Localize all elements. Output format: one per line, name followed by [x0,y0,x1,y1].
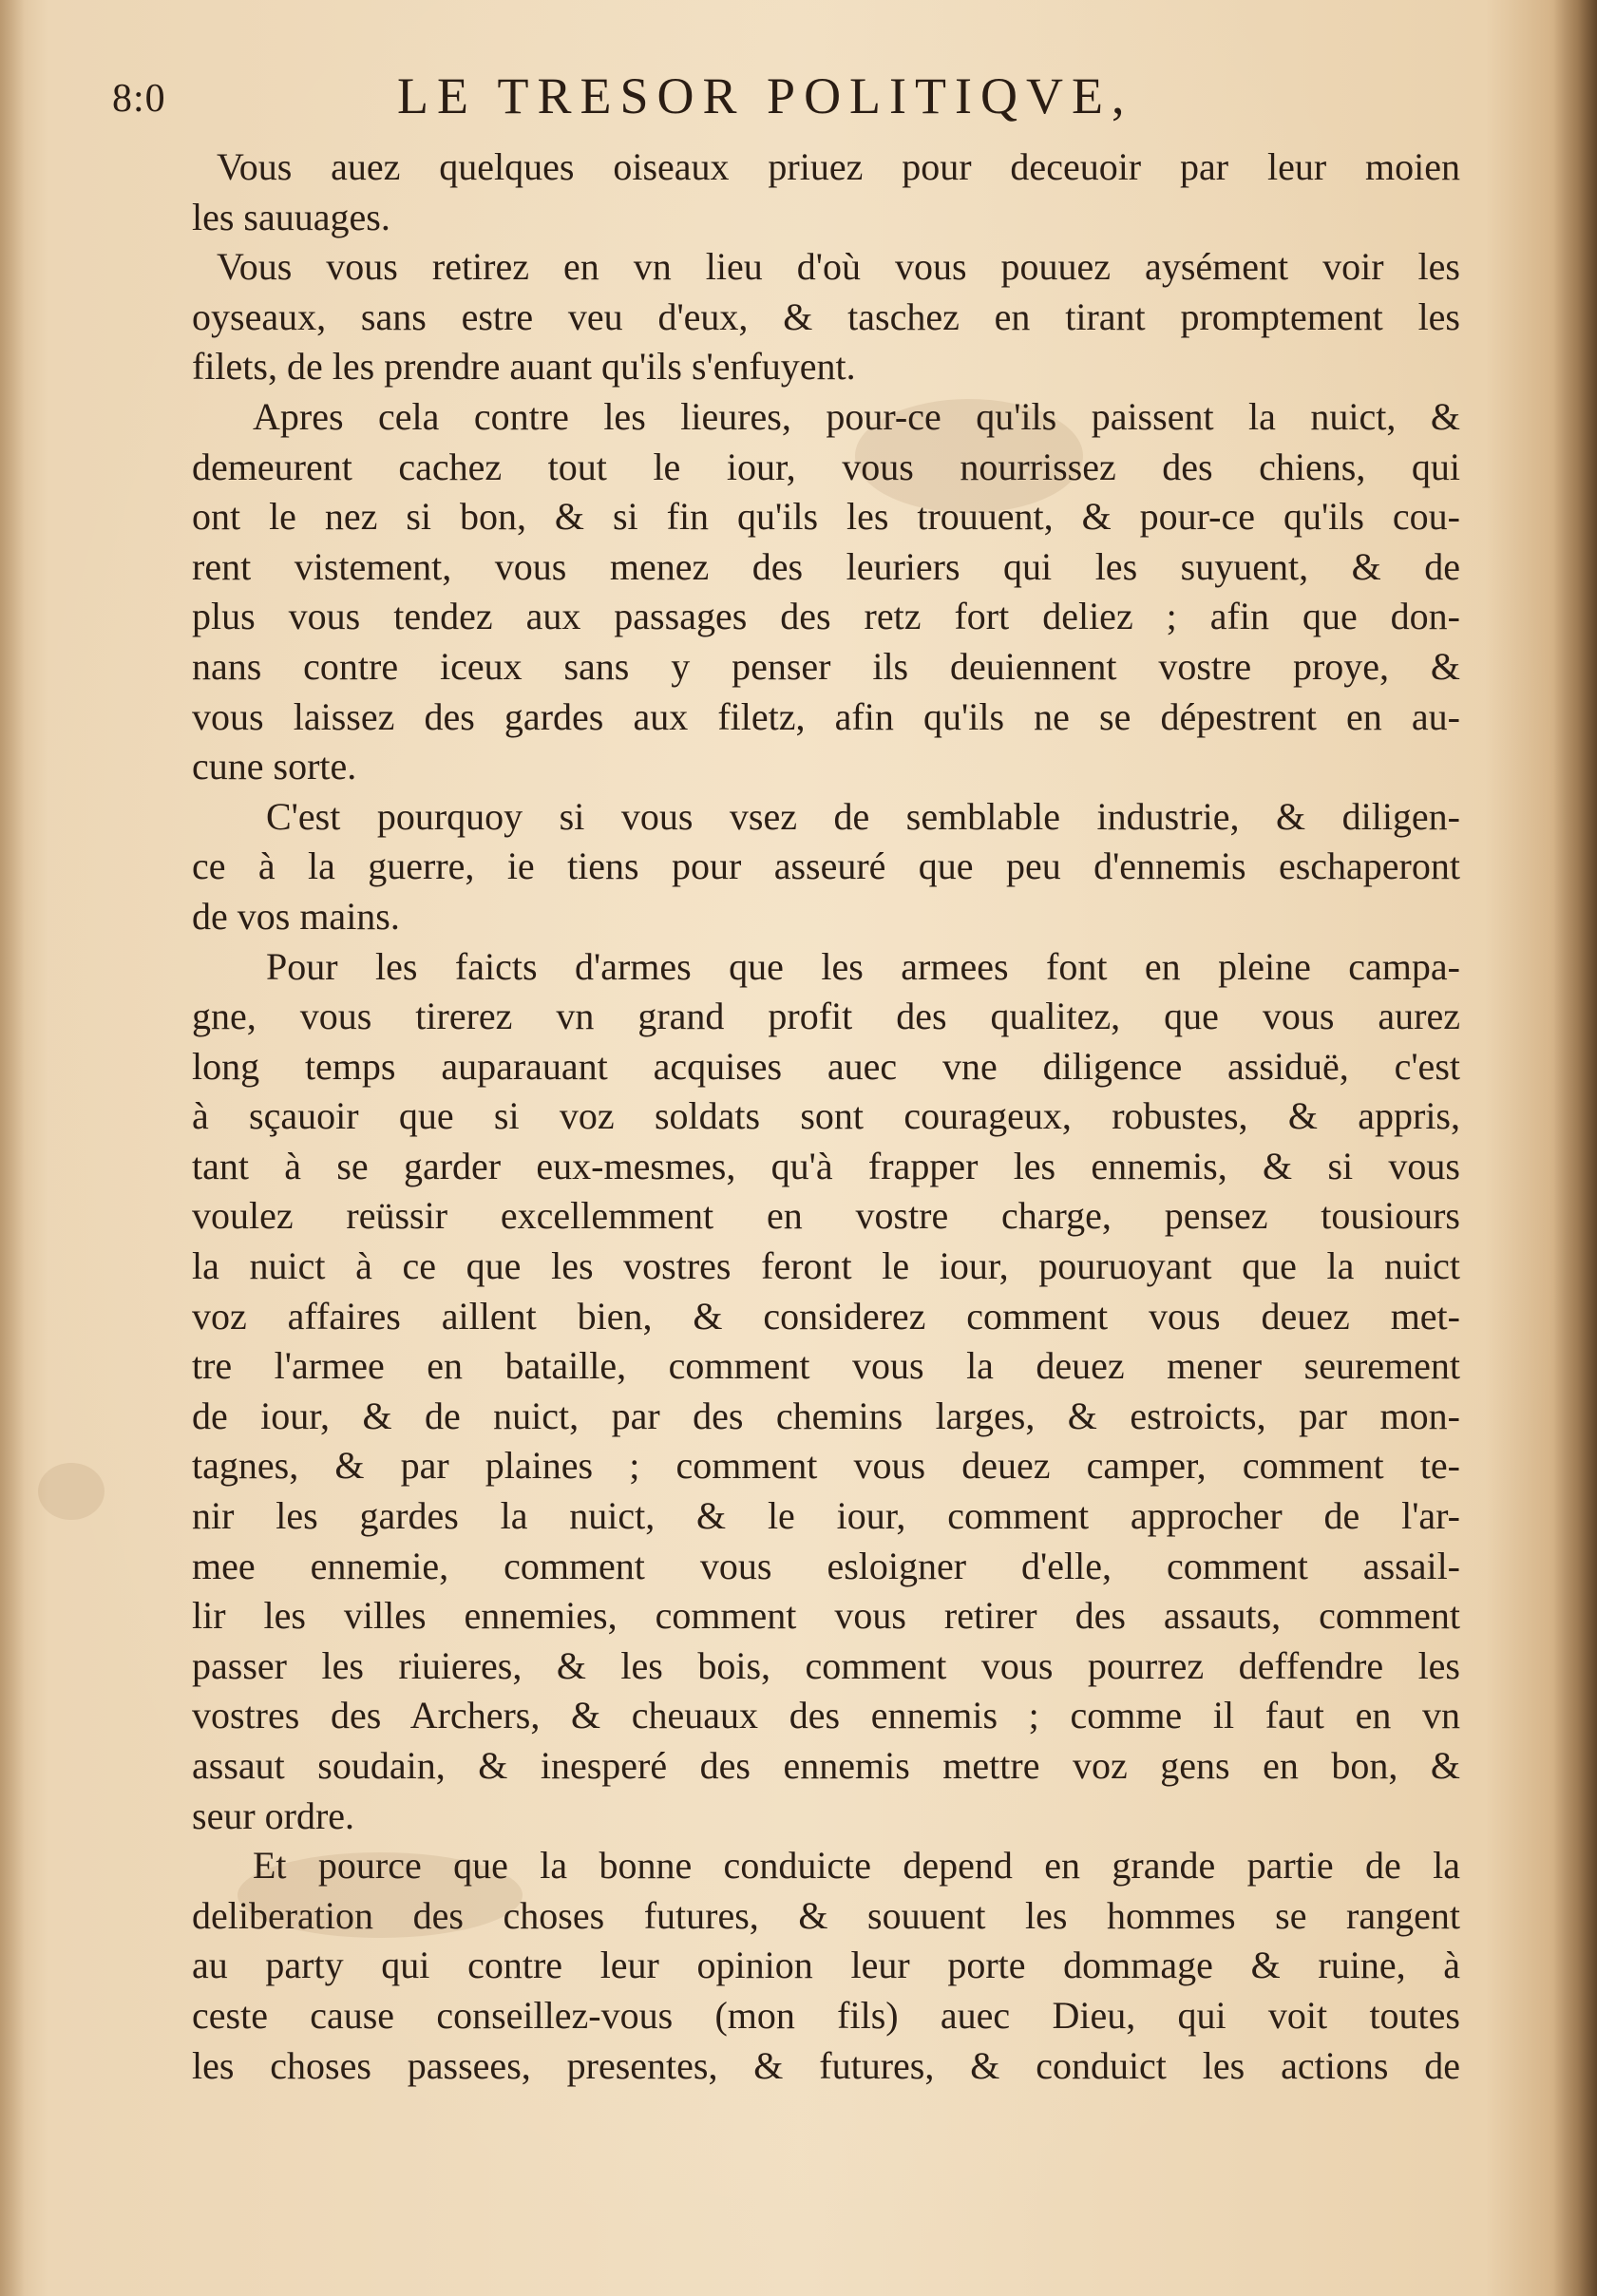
text-line: plus vous tendez aux passages des retz fort deliez ; afin que don- [192,595,1460,638]
text-line: au party qui contre leur opinion leur porte dommage & ruine, à [192,1944,1460,1987]
text-line: les sauuages. [192,195,390,238]
text-line: voz affaires aillent bien, & considerez comment vous deuez met- [192,1294,1460,1338]
page-edge-shadow [1553,0,1597,2296]
text-line: nans contre iceux sans y penser ils deuiennent vostre proye, & [192,644,1460,688]
text-line: long temps auparauant acquises auec vne diligence assiduë, c'est [192,1044,1460,1088]
text-line: ceste cause conseillez-vous (mon fils) auec Dieu, qui voit toutes [192,1993,1460,2037]
text-line: ont le nez si bon, & si fin qu'ils les trouuent, & pour-ce qu'ils cou- [192,495,1460,539]
text-line: oyseaux, sans estre veu d'eux, & taschez en tirant promptement les [192,294,1460,338]
text-line: Apres cela contre les lieures, pour-ce qu'ils paissent la nuict, & [253,394,1460,438]
text-line: deliberation des choses futures, & souuent les hommes se rangent [192,1893,1460,1937]
text-line: tant à se garder eux-mesmes, qu'à frapper les ennemis, & si vous [192,1144,1460,1187]
running-header [112,66,1442,133]
text-line: Et pource que la bonne conduicte depend en grande partie de la [253,1844,1460,1888]
text-line: passer les riuieres, & les bois, comment vous pourrez deffendre les [192,1643,1460,1687]
text-line: gne, vous tirerez vn grand profit des qualitez, que vous aurez [192,995,1460,1038]
text-line: assaut soudain, & inesperé des ennemis mettre voz gens en bon, & [192,1744,1460,1787]
text-line: vous laissez des gardes aux filetz, afin qu'ils ne se dépestrent en au- [192,694,1460,738]
text-line: Pour les faicts d'armes que les armees font en pleine campa- [266,944,1460,988]
text-line: seur ordre. [192,1793,355,1837]
text-line: lir les villes ennemies, comment vous retirer des assauts, comment [192,1594,1460,1638]
text-line: nir les gardes la nuict, & le iour, comment approcher de l'ar- [192,1494,1460,1538]
text-line: C'est pourquoy si vous vsez de semblable industrie, & diligen- [266,794,1460,838]
binding-shadow [0,0,25,2296]
text-line: les choses passees, presentes, & futures, & conduict les actions de [192,2043,1460,2087]
text-line: filets, de les prendre auant qu'ils s'enfuyent. [192,345,856,389]
text-line: la nuict à ce que les vostres feront le iour, pouruoyant que la nuict [192,1244,1460,1288]
text-line: mee ennemie, comment vous esloigner d'elle, comment assail- [192,1544,1460,1587]
text-line: de vos mains. [192,894,400,938]
text-line: Vous vous retirez en vn lieu d'où vous pouuez aysément voir les [217,245,1460,289]
text-line: de iour, & de nuict, par des chemins larges, & estroicts, par mon- [192,1394,1460,1437]
text-line: ce à la guerre, ie tiens pour asseuré que peu d'ennemis eschaperont [192,844,1460,888]
text-line: rent vistement, vous menez des leuriers qui les suyuent, & de [192,544,1460,588]
text-line: vostres des Archers, & cheuaux des ennemis ; comme il faut en vn [192,1694,1460,1737]
running-title: LE TRESOR POLITIQVE, [397,67,1133,124]
text-line: à sçauoir que si voz soldats sont courageux, robustes, & appris, [192,1094,1460,1138]
text-line: tagnes, & par plaines ; comment vous deuez camper, comment te- [192,1444,1460,1488]
text-line: tre l'armee en bataille, comment vous la deuez mener seurement [192,1344,1460,1388]
body-text [192,142,1460,2091]
text-line: cune sorte. [192,745,357,788]
text-line: Vous auez quelques oiseaux priuez pour deceuoir par leur moien [217,145,1460,188]
text-line: voulez reüssir excellemment en vostre charge, pensez tousiours [192,1194,1460,1238]
paper-stain [38,1463,105,1520]
text-line: demeurent cachez tout le iour, vous nourrissez des chiens, qui [192,445,1460,488]
page-number: 8:0 [112,77,166,121]
